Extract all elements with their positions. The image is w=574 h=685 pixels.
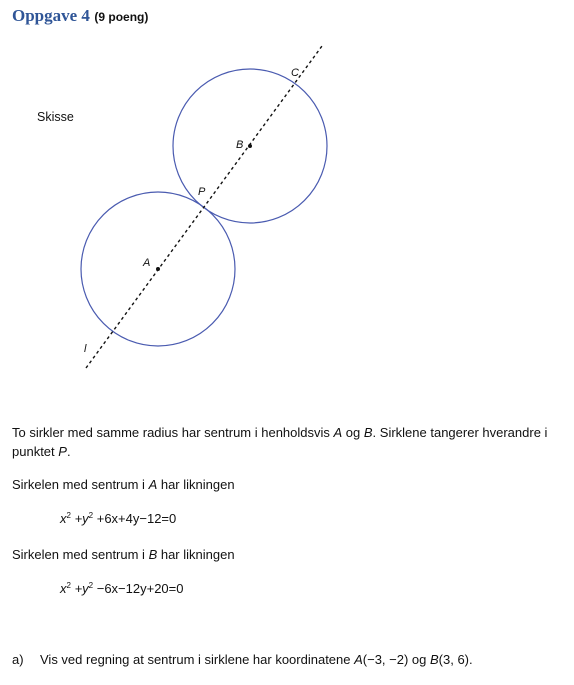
eq-b-y: +y (70, 581, 89, 596)
circle-b-text-1: Sirkelen med sentrum i (12, 547, 149, 562)
circle-a-text-2: har likningen (157, 477, 235, 492)
circle-a-sentence (12, 475, 568, 494)
label-l: l (84, 343, 87, 355)
question-a-coords-a: (−3, −2) (362, 652, 409, 667)
eq-a-y-sq: 2 (88, 511, 94, 520)
equation-b (60, 581, 183, 596)
question-a-var-b: B (430, 652, 439, 667)
circle-b-var: B (148, 547, 158, 562)
sketch-label: Skisse (37, 110, 74, 124)
label-p: P (198, 186, 206, 198)
intro-text-end: . (66, 444, 71, 459)
circle-a-text-1: Sirkelen med sentrum i (12, 477, 149, 492)
intro-var-b: B (363, 425, 373, 440)
eq-b-rest: −6x−12y+20=0 (93, 581, 184, 596)
eq-a-x-sq: 2 (66, 511, 71, 520)
circle-b-sentence (12, 545, 568, 564)
question-a-end: . (469, 652, 473, 667)
equation-a (60, 511, 176, 526)
task-title-text: Oppgave 4 (12, 6, 90, 25)
circle-b-text-2: har likningen (157, 547, 235, 562)
eq-b-x-sq: 2 (66, 581, 71, 590)
question-a-label: a) (12, 652, 24, 667)
eq-a-x: x (60, 511, 67, 526)
question-a-og: og (408, 652, 430, 667)
label-c: C (291, 67, 299, 79)
point-b-dot (248, 144, 252, 148)
task-points: (9 poeng) (94, 10, 149, 24)
question-a-var-a: A (354, 652, 363, 667)
eq-b-y-sq: 2 (88, 581, 94, 590)
intro-paragraph (12, 423, 568, 461)
eq-b-x: x (60, 581, 67, 596)
intro-text-og: og (342, 425, 364, 440)
intro-var-a: A (333, 425, 343, 440)
eq-a-y: +y (70, 511, 89, 526)
line-l (86, 46, 322, 368)
label-b: B (236, 139, 244, 151)
intro-text-1: To sirkler med samme radius har sentrum i henholdsvis (12, 425, 334, 440)
circle-a-var: A (148, 477, 158, 492)
label-a: A (143, 257, 151, 269)
question-a-coords-b: (3, 6) (438, 652, 470, 667)
question-a-text: Vis ved regning at sentrum i sirklene har koordinatene (40, 652, 355, 667)
eq-a-rest: +6x+4y−12=0 (93, 511, 177, 526)
point-a-dot (156, 267, 160, 271)
intro-var-p: P (58, 444, 67, 459)
intro-text-2: . Sirklene tangerer hverandre i punktet (12, 425, 548, 459)
question-a (12, 652, 473, 667)
